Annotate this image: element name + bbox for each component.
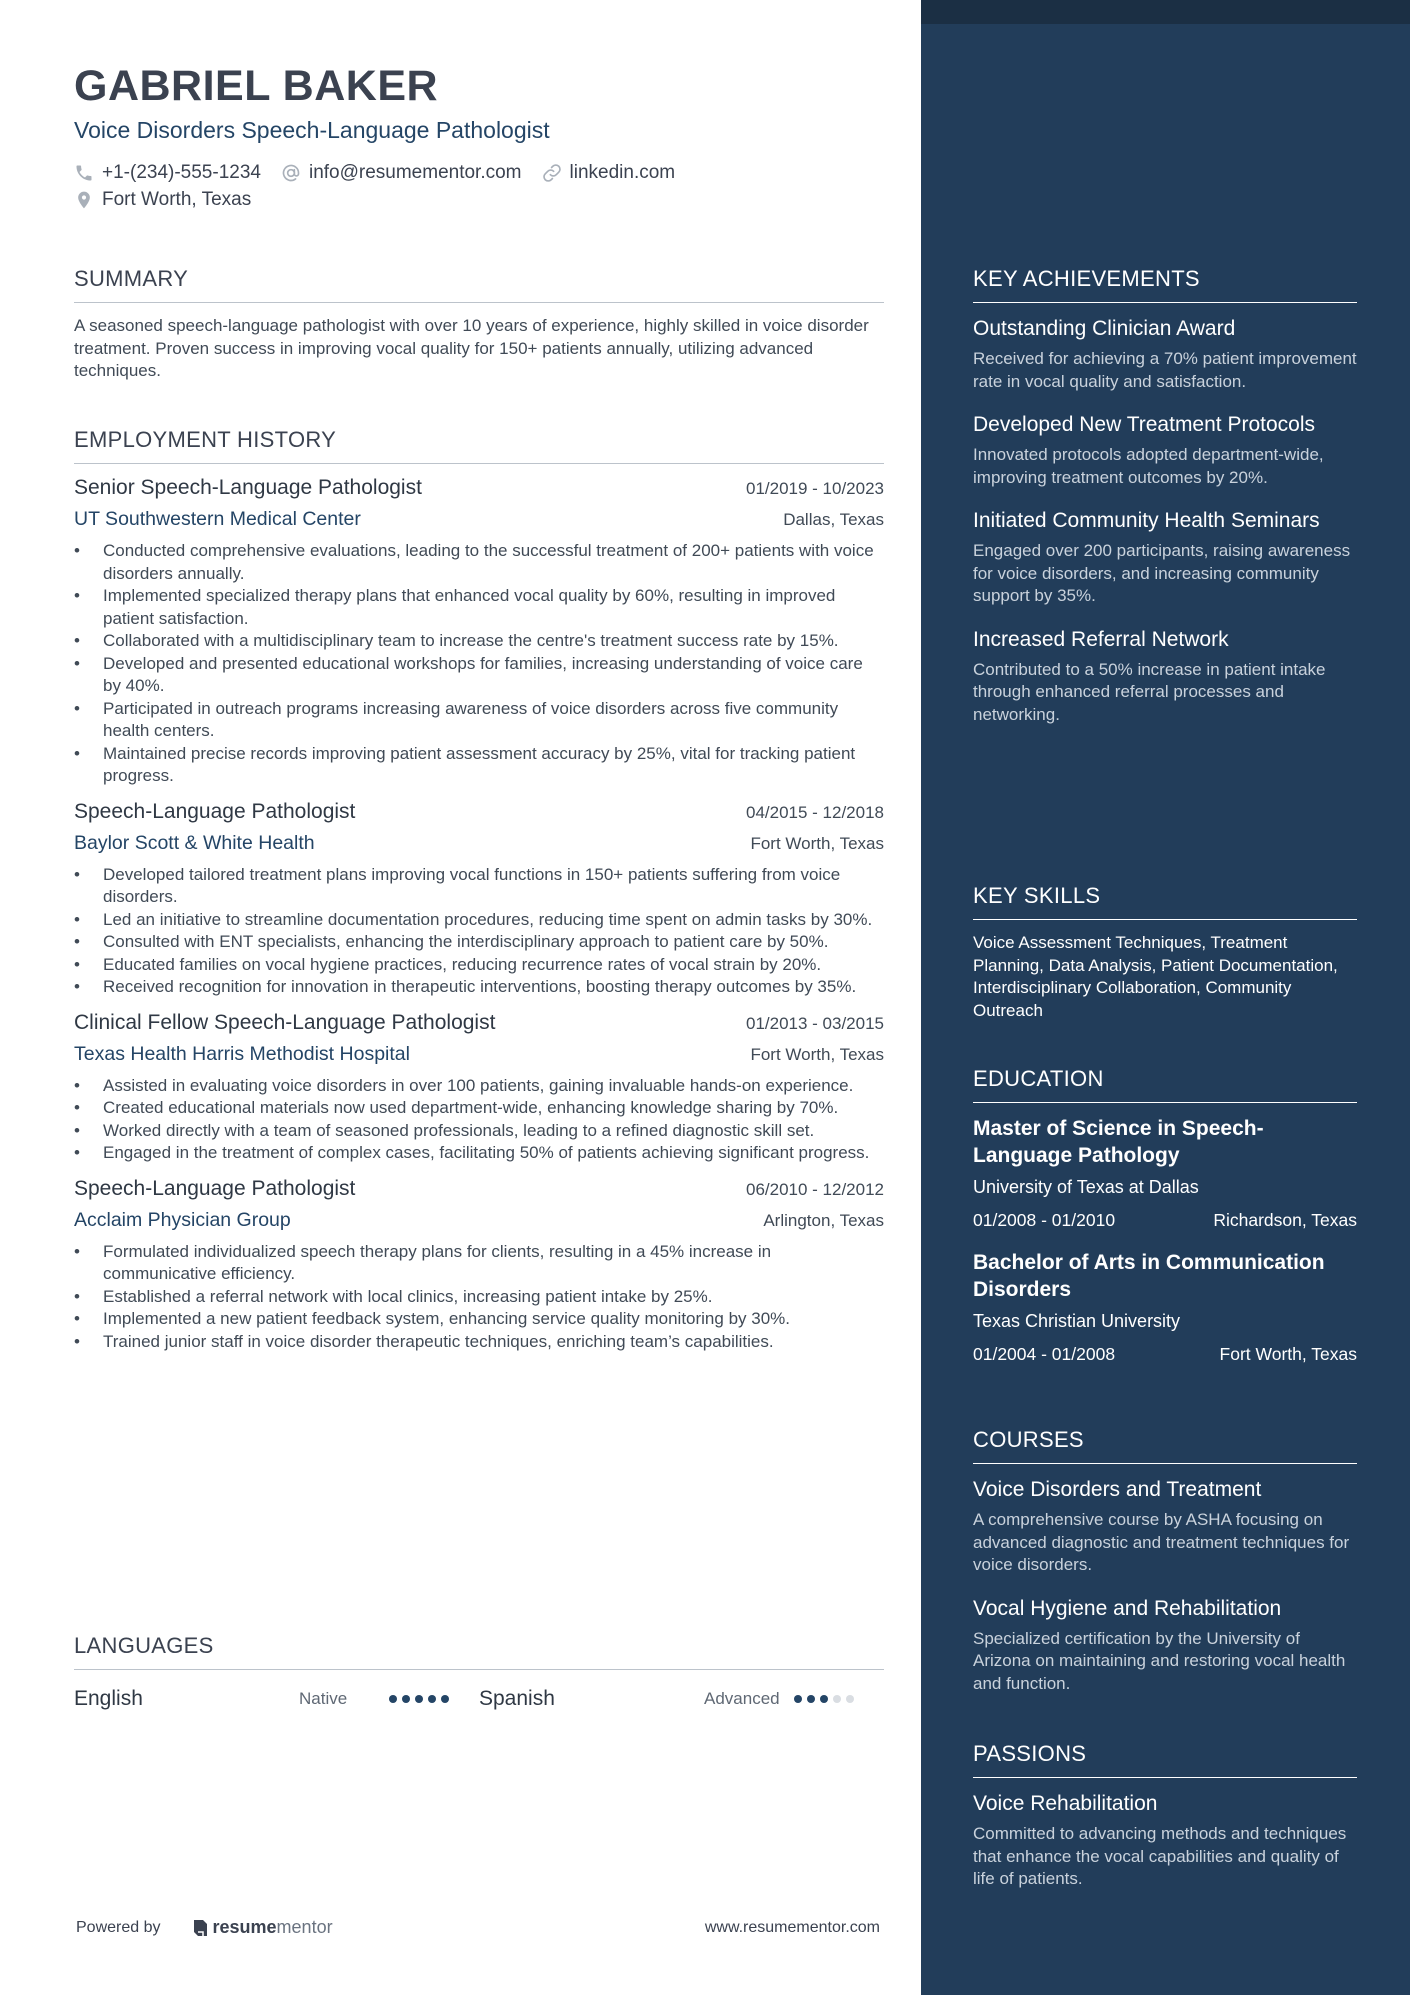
achievement-title: Initiated Community Health Seminars xyxy=(973,509,1320,532)
job-subheader xyxy=(74,508,884,538)
job-bullet: • Established a referral network with local clinics, increasing patient intake by 25%. xyxy=(74,1286,884,1309)
passion-desc: Committed to advancing methods and techniques that enhance the vocal capabilities and quality of life of patients. xyxy=(973,1824,1347,1888)
language-level: Native xyxy=(299,1689,348,1708)
map-pin-icon xyxy=(74,190,94,210)
contact-info xyxy=(74,160,695,214)
employment-section xyxy=(74,427,884,1365)
language-rating xyxy=(389,1695,449,1703)
job-dates: 04/2015 - 12/2018 xyxy=(745,802,884,822)
job-bullets xyxy=(74,864,884,999)
job-entry xyxy=(74,476,884,788)
job-dates: 01/2019 - 10/2023 xyxy=(745,479,884,498)
language-level: Advanced xyxy=(704,1689,780,1708)
job-location: Arlington, Texas xyxy=(763,1210,884,1230)
job-bullet: • Formulated individualized speech therapy plans for clients, resulting in a 45% increase in communicative efficiency. xyxy=(74,1241,884,1286)
linkedin-text: linkedin.com xyxy=(569,162,676,183)
skills-section xyxy=(973,883,1357,1022)
rating-dot xyxy=(428,1695,436,1703)
rating-dot xyxy=(415,1695,423,1703)
job-location: Fort Worth, Texas xyxy=(750,1044,884,1064)
course-title: Vocal Hygiene and Rehabilitation xyxy=(973,1596,1282,1620)
resumementor-logo-icon xyxy=(191,1918,209,1938)
education-school: University of Texas at Dallas xyxy=(973,1177,1199,1197)
job-entry xyxy=(74,1177,884,1354)
job-subheader xyxy=(74,1043,884,1073)
languages-section xyxy=(74,1633,884,1716)
achievement-item xyxy=(973,411,1357,489)
job-bullet: • Maintained precise records improving patient assessment accuracy by 25%, vital for tracking patient progress. xyxy=(74,743,884,788)
job-title: Speech-Language Pathologist xyxy=(74,799,356,823)
language-name: English xyxy=(74,1687,143,1710)
job-bullets xyxy=(74,1241,884,1354)
job-bullet: • Created educational materials now used department-wide, enhancing knowledge sharing by 70%. xyxy=(74,1097,884,1120)
achievement-item xyxy=(973,315,1357,393)
rating-dot xyxy=(402,1695,410,1703)
phone-contact[interactable] xyxy=(74,162,261,184)
skills-text: Voice Assessment Techniques, Treatment Planning, Data Analysis, Patient Documentation, Interdisciplinary Collaboration, Community Outreach xyxy=(973,933,1338,1020)
language-name: Spanish xyxy=(479,1687,555,1710)
course-desc: Specialized certification by the University of Arizona on maintaining and restoring vocal health and function. xyxy=(973,1628,1346,1693)
achievements-section xyxy=(973,266,1357,744)
job-subheader xyxy=(74,832,884,862)
job-bullet: • Collaborated with a multidisciplinary team to increase the centre's treatment success rate by 15%. xyxy=(74,630,884,653)
rating-dot xyxy=(794,1695,802,1703)
job-subheader xyxy=(74,1209,884,1239)
link-icon xyxy=(542,163,562,183)
phone-text: +1-(234)-555-1234 xyxy=(102,162,261,183)
rating-dot xyxy=(441,1695,449,1703)
job-header xyxy=(74,1011,884,1041)
candidate-name: GABRIEL BAKER xyxy=(74,62,439,110)
passions-heading: PASSIONS xyxy=(973,1741,1357,1778)
job-bullets xyxy=(74,540,884,788)
education-degree: Bachelor of Arts in Communication Disorders xyxy=(973,1251,1325,1301)
powered-by-label: Powered by xyxy=(76,1918,161,1936)
achievements-heading: KEY ACHIEVEMENTS xyxy=(973,266,1357,303)
education-degree: Master of Science in Speech-Language Pathology xyxy=(973,1117,1264,1167)
rating-dot xyxy=(389,1695,397,1703)
language-item xyxy=(74,1687,479,1711)
brand-light: mentor xyxy=(276,1917,333,1937)
course-item xyxy=(973,1595,1357,1696)
job-bullet: • Conducted comprehensive evaluations, leading to the successful treatment of 200+ patients with voice disorders annually. xyxy=(74,540,884,585)
job-bullet: • Educated families on vocal hygiene practices, reducing recurrence rates of vocal strain by 20%. xyxy=(74,954,884,977)
job-company: UT Southwestern Medical Center xyxy=(74,508,361,530)
language-rating xyxy=(794,1695,854,1703)
rating-dot xyxy=(807,1695,815,1703)
education-item xyxy=(973,1115,1357,1235)
job-header xyxy=(74,1177,884,1207)
education-meta xyxy=(973,1205,1357,1235)
job-list xyxy=(74,476,884,1353)
employment-heading: EMPLOYMENT HISTORY xyxy=(74,427,884,464)
job-header xyxy=(74,800,884,830)
passion-item xyxy=(973,1790,1357,1891)
job-bullet: • Assisted in evaluating voice disorders in over 100 patients, gaining invaluable hands-on experience. xyxy=(74,1075,884,1098)
email-contact[interactable] xyxy=(281,162,522,184)
job-bullet: • Led an initiative to streamline documentation procedures, reducing time spent on admin tasks by 30%. xyxy=(74,909,884,932)
passions-section xyxy=(973,1741,1357,1909)
job-bullet: • Developed and presented educational workshops for families, increasing understanding of voice care by 40%. xyxy=(74,653,884,698)
summary-section xyxy=(74,266,884,383)
job-dates: 01/2013 - 03/2015 xyxy=(745,1013,884,1033)
job-bullet: • Engaged in the treatment of complex cases, facilitating 50% of patients achieving significant progress. xyxy=(74,1142,884,1165)
email-text: info@resumementor.com xyxy=(308,162,522,183)
education-section xyxy=(973,1066,1357,1383)
courses-section xyxy=(973,1427,1357,1713)
brand-bold: resume xyxy=(212,1917,277,1937)
achievement-desc: Engaged over 200 participants, raising awareness for voice disorders, and increasing community support by 35%. xyxy=(973,541,1351,605)
education-list xyxy=(973,1115,1357,1369)
brand-logo[interactable] xyxy=(191,1917,333,1938)
footer xyxy=(76,1917,880,1938)
website-link[interactable]: www.resumementor.com xyxy=(704,1918,880,1936)
job-bullet: • Trained junior staff in voice disorder therapeutic techniques, enriching team’s capabilities. xyxy=(74,1331,884,1354)
linkedin-contact[interactable] xyxy=(542,162,676,184)
job-company: Baylor Scott & White Health xyxy=(74,831,315,854)
education-heading: EDUCATION xyxy=(973,1066,1357,1103)
job-dates: 06/2010 - 12/2012 xyxy=(745,1179,884,1199)
education-dates: 01/2008 - 01/2010 xyxy=(973,1209,1116,1230)
job-title: Senior Speech-Language Pathologist xyxy=(74,476,422,499)
job-bullet: • Received recognition for innovation in therapeutic interventions, boosting therapy outcomes by 35%. xyxy=(74,976,884,999)
rating-dot xyxy=(820,1695,828,1703)
job-header xyxy=(74,476,884,506)
job-location: Dallas, Texas xyxy=(783,510,884,529)
sidebar-top-band xyxy=(921,0,1410,24)
skills-heading: KEY SKILLS xyxy=(973,883,1357,920)
achievement-desc: Contributed to a 50% increase in patient intake through enhanced referral processes and networking. xyxy=(973,659,1326,724)
job-bullet: • Developed tailored treatment plans improving vocal functions in 150+ patients suffering from voice disorders. xyxy=(74,864,884,909)
rating-dot xyxy=(846,1695,854,1703)
course-desc: A comprehensive course by ASHA focusing on advanced diagnostic and treatment techniques for voice disorders. xyxy=(973,1510,1350,1574)
rating-dot xyxy=(833,1695,841,1703)
job-bullet: • Consulted with ENT specialists, enhancing the interdisciplinary approach to patient care by 50%. xyxy=(74,931,884,954)
passion-list xyxy=(973,1790,1357,1891)
job-title: Speech-Language Pathologist xyxy=(74,1176,356,1200)
powered-by xyxy=(76,1917,333,1938)
achievement-item xyxy=(973,626,1357,727)
job-bullet: • Participated in outreach programs increasing awareness of voice disorders across five community health centers. xyxy=(74,698,884,743)
location-text: Fort Worth, Texas xyxy=(102,189,252,210)
phone-icon xyxy=(74,163,94,183)
job-title: Clinical Fellow Speech-Language Pathologist xyxy=(74,1010,496,1034)
job-company: Acclaim Physician Group xyxy=(74,1208,291,1231)
job-bullets xyxy=(74,1075,884,1165)
course-list xyxy=(973,1476,1357,1695)
summary-text: A seasoned speech-language pathologist with over 10 years of experience, highly skilled in voice disorder treatment. Proven success in improving vocal quality for 150+ patients annually, utilizing advanced techniques. xyxy=(74,316,869,380)
achievement-desc: Innovated protocols adopted department-wide, improving treatment outcomes by 20%. xyxy=(973,445,1324,487)
education-item xyxy=(973,1249,1357,1369)
education-school: Texas Christian University xyxy=(973,1311,1181,1331)
achievement-title: Developed New Treatment Protocols xyxy=(973,413,1315,436)
location-contact xyxy=(74,189,251,211)
course-title: Voice Disorders and Treatment xyxy=(973,1478,1262,1501)
education-dates: 01/2004 - 01/2008 xyxy=(973,1343,1116,1364)
language-list xyxy=(74,1682,884,1716)
summary-heading: SUMMARY xyxy=(74,266,884,303)
job-bullet: • Worked directly with a team of seasoned professionals, leading to a refined diagnostic skill set. xyxy=(74,1120,884,1143)
candidate-title: Voice Disorders Speech-Language Pathologist xyxy=(74,117,550,143)
courses-heading: COURSES xyxy=(973,1427,1357,1464)
achievement-desc: Received for achieving a 70% patient improvement rate in vocal quality and satisfaction. xyxy=(973,349,1357,391)
achievement-title: Increased Referral Network xyxy=(973,627,1229,651)
job-company: Texas Health Harris Methodist Hospital xyxy=(74,1042,410,1065)
job-entry xyxy=(74,1011,884,1165)
job-bullet: • Implemented a new patient feedback system, enhancing service quality monitoring by 30%. xyxy=(74,1308,884,1331)
achievement-title: Outstanding Clinician Award xyxy=(973,317,1236,340)
education-meta xyxy=(973,1339,1357,1369)
education-location: Richardson, Texas xyxy=(1213,1209,1357,1230)
education-location: Fort Worth, Texas xyxy=(1219,1343,1357,1364)
language-item xyxy=(479,1687,884,1711)
job-location: Fort Worth, Texas xyxy=(750,833,884,853)
job-entry xyxy=(74,800,884,999)
achievement-item xyxy=(973,507,1357,608)
languages-heading: LANGUAGES xyxy=(74,1633,884,1670)
course-item xyxy=(973,1476,1357,1577)
job-bullet: • Implemented specialized therapy plans that enhanced vocal quality by 60%, resulting in improved patient satisfaction. xyxy=(74,585,884,630)
at-sign-icon xyxy=(281,163,301,183)
sidebar xyxy=(921,0,1410,1995)
achievement-list xyxy=(973,315,1357,726)
passion-title: Voice Rehabilitation xyxy=(973,1792,1158,1815)
